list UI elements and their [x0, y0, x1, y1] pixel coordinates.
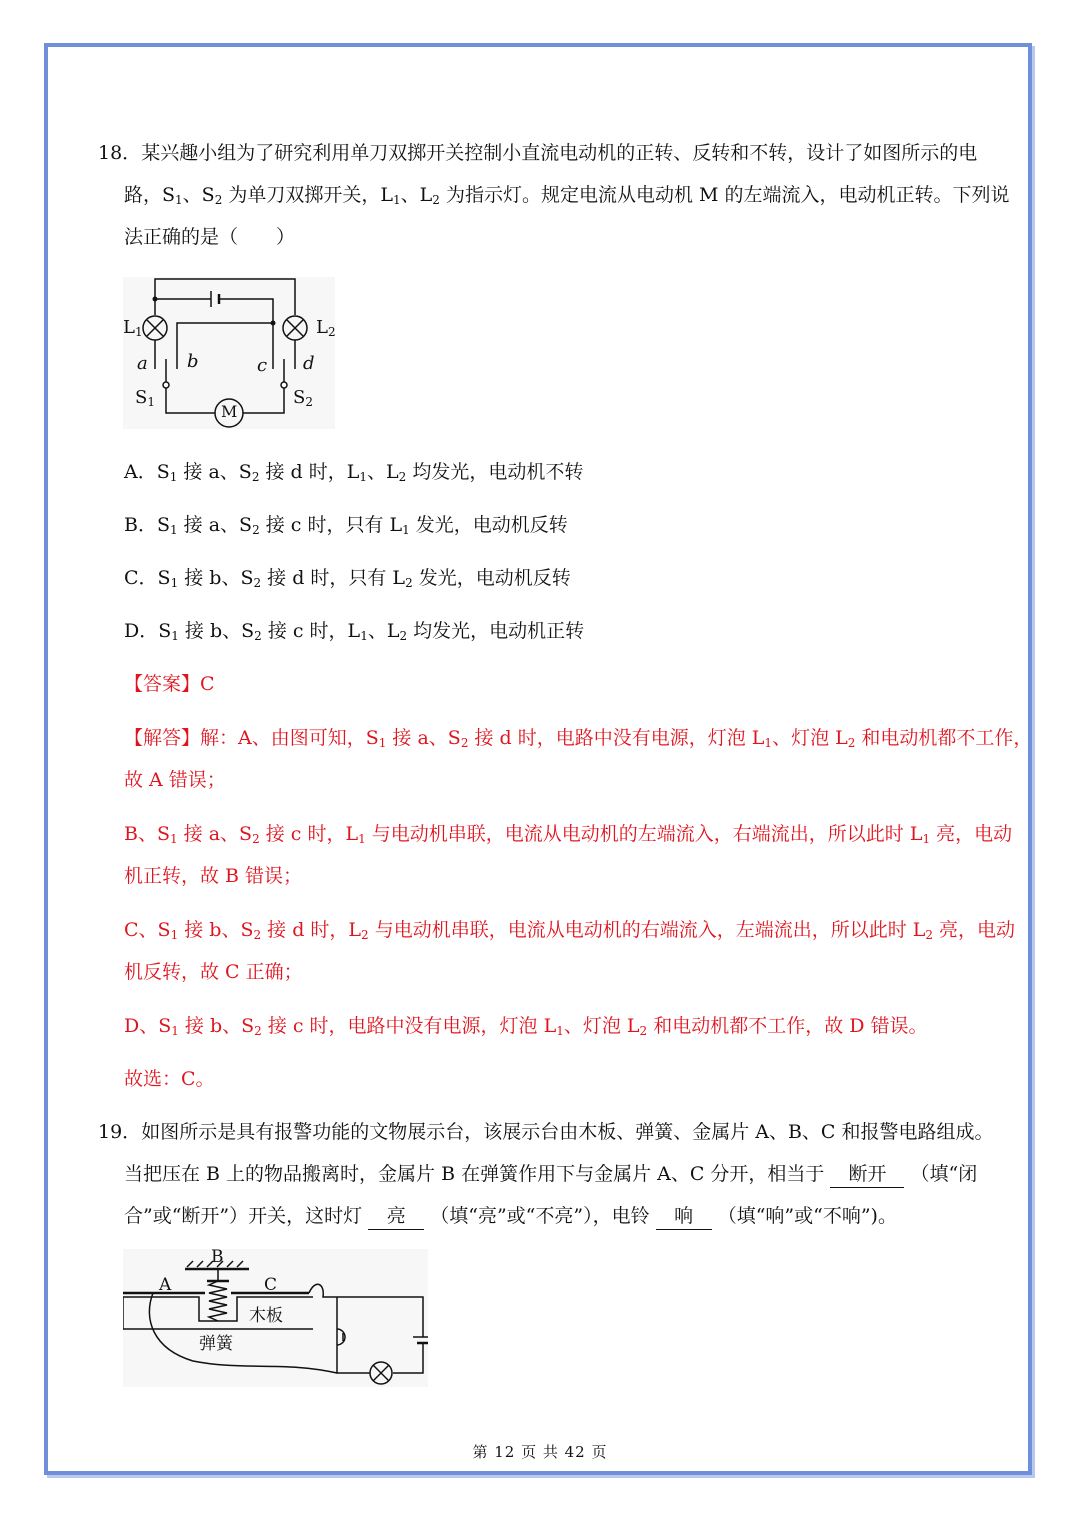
- q18-answer: 【答案】C: [124, 673, 215, 695]
- q19-blank-2: 亮: [368, 1203, 424, 1230]
- q18-solution-line-2: 故 A 错误；: [124, 769, 226, 791]
- label-S2: $S_2$: [293, 387, 313, 409]
- q18-solution-line-4: 机正转，故 B 错误；: [124, 865, 303, 887]
- label-B: B: [211, 1247, 224, 1267]
- q18-solution-line-6: 机反转，故 C 正确；: [124, 961, 303, 983]
- q19-alarm-figure: [123, 1249, 428, 1387]
- label-M: M: [221, 402, 238, 421]
- q18-option-c: C．$S_1$ 接 b、$S_2$ 接 d 时，只有 $L_2$ 发光，电动机反转: [124, 567, 571, 590]
- q18-number: 18．: [98, 142, 142, 164]
- q19-stem-line-3: 合”或“断开”）开关，这时灯 亮 （填“亮”或“不亮”），电铃 响 （填“响”或“不响”)。: [124, 1203, 897, 1230]
- q19-blank-1: 断开: [830, 1161, 904, 1188]
- label-spring: 弹簧: [199, 1334, 233, 1354]
- q19-stem-line-2: 当把压在 B 上的物品搬离时，金属片 B 在弹簧作用下与金属片 A、C 分开，相当于 断开 （填“闭: [124, 1161, 977, 1188]
- q18-stem-line-3: 法正确的是（ ）: [124, 226, 296, 248]
- label-c: c: [257, 355, 268, 376]
- page-footer: 第 12 页 共 42 页: [472, 1443, 608, 1461]
- label-A: A: [159, 1275, 172, 1295]
- label-C: C: [264, 1275, 278, 1295]
- q18-option-d: D．$S_1$ 接 b、$S_2$ 接 c 时，$L_1$、$L_2$ 均发光，电动机正转: [124, 620, 585, 643]
- q19-number: 19．: [98, 1121, 142, 1143]
- q18-solution-line-3: B、$S_1$ 接 a、$S_2$ 接 c 时，$L_1$ 与电动机串联，电流从电动机的左端流入，右端流出，所以此时 $L_1$ 亮，电动: [124, 823, 1013, 846]
- q18-option-b: B．$S_1$ 接 a、$S_2$ 接 c 时，只有 $L_1$ 发光，电动机反转: [124, 514, 568, 537]
- label-a: a: [137, 353, 148, 374]
- label-S1: $S_1$: [135, 387, 155, 409]
- q18-solution-line-1: 【解答】解：A、由图可知，$S_1$ 接 a、$S_2$ 接 d 时，电路中没有电源，灯泡 $L_1$、灯泡 $L_2$ 和电动机都不工作，: [124, 727, 1033, 750]
- label-d: d: [303, 353, 315, 374]
- q18-option-a: A．$S_1$ 接 a、$S_2$ 接 d 时，$L_1$、$L_2$ 均发光，电动机不转: [124, 461, 584, 484]
- q18-solution-line-7: D、$S_1$ 接 b、$S_2$ 接 c 时，电路中没有电源，灯泡 $L_1$、灯泡 $L_2$ 和电动机都不工作，故 D 错误。: [124, 1015, 928, 1038]
- q18-solution-line-8: 故选：C。: [124, 1068, 215, 1090]
- q19-stem-line-1: 19．如图所示是具有报警功能的文物展示台，该展示台由木板、弹簧、金属片 A、B、C 和报警电路组成。: [98, 1121, 994, 1143]
- q18-stem-line-1: 18．某兴趣小组为了研究利用单刀双掷开关控制小直流电动机的正转、反转和不转，设计了如图所示的电: [98, 142, 978, 164]
- label-b: b: [187, 351, 199, 372]
- label-L2: $L_2$: [316, 317, 336, 339]
- q18-circuit-figure: [123, 277, 335, 429]
- q19-blank-3: 响: [656, 1203, 712, 1230]
- label-L1: $L_1$: [123, 317, 143, 339]
- q18-solution-line-5: C、$S_1$ 接 b、$S_2$ 接 d 时，$L_2$ 与电动机串联，电流从电动机的右端流入，左端流出，所以此时 $L_2$ 亮，电动: [124, 919, 1016, 942]
- label-board: 木板: [249, 1306, 283, 1326]
- q18-stem-line-2: 路，$S_1$、$S_2$ 为单刀双掷开关，$L_1$、$L_2$ 为指示灯。规定电流从电动机 M 的左端流入，电动机正转。下列说: [124, 184, 1010, 207]
